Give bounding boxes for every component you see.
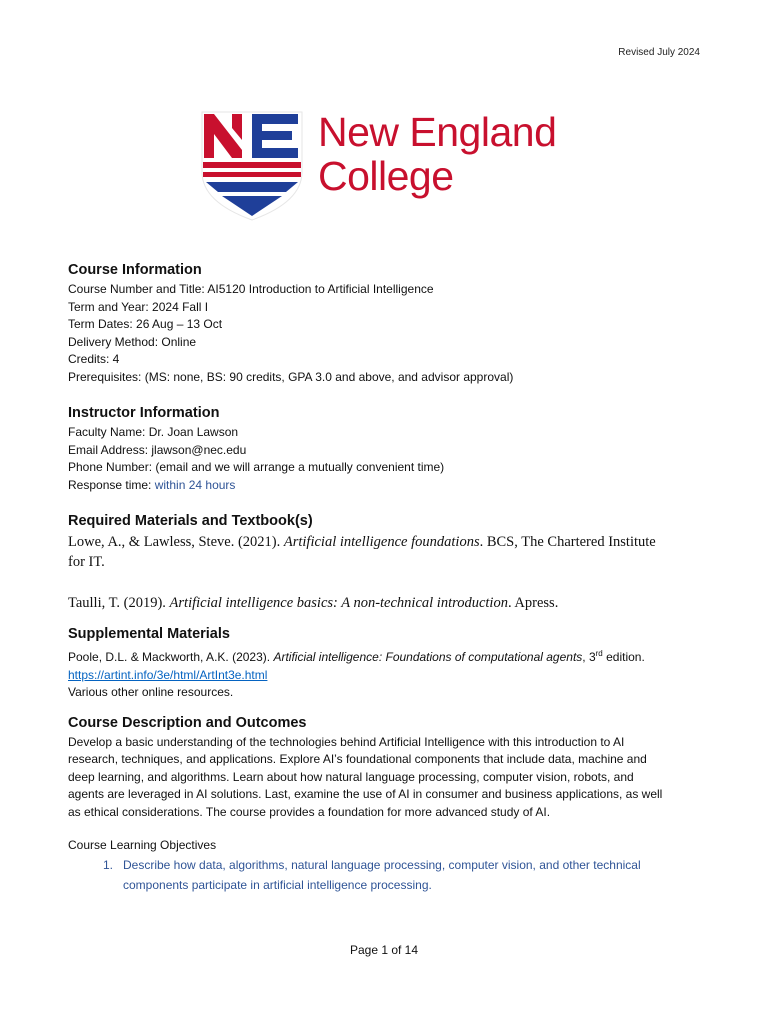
document-body xyxy=(68,261,708,895)
course-number-title: Course Number and Title: AI5120 Introduction to Artificial Intelligence xyxy=(68,282,434,296)
section-heading: Required Materials and Textbook(s) xyxy=(68,513,313,529)
response-time-label: Response time: xyxy=(68,477,152,492)
list-item xyxy=(68,855,708,895)
objective-number: 1. xyxy=(102,857,113,872)
term-year: Term and Year: 2024 Fall I xyxy=(68,299,209,314)
credits: Credits: 4 xyxy=(68,352,120,366)
section-heading: Course Information xyxy=(68,262,202,278)
response-time-value: within 24 hours xyxy=(154,477,236,492)
description-line: as ethical considerations. The course provides a foundation for more advanced study of AI. xyxy=(68,804,551,819)
description-line: agents are leveraged in AI solutions. Last, examine the use of AI in consumer and business applications, as well xyxy=(68,787,663,801)
phone-number: Phone Number: (email and we will arrange a mutually convenient time) xyxy=(68,460,445,474)
email-address: Email Address: jlawson@nec.edu xyxy=(68,442,247,457)
objectives-list xyxy=(68,855,708,895)
page-number: Page 1 of 14 xyxy=(349,943,419,957)
objectives-label: Course Learning Objectives xyxy=(68,838,217,852)
response-time xyxy=(68,477,708,495)
college-name: New England College xyxy=(318,109,557,199)
revised-date: Revised July 2024 xyxy=(618,47,700,58)
term-dates: Term Dates: 26 Aug – 13 Oct xyxy=(68,317,223,331)
prerequisites: Prerequisites: (MS: none, BS: 90 credits, GPA 3.0 and above, and advisor approval) xyxy=(68,369,514,384)
objective-text: Describe how data, algorithms, natural language processing, computer vision, and other technical xyxy=(123,857,641,872)
supplemental-reference: Poole, D.L. & Mackworth, A.K. (2023). Artificial intelligence: Foundations of computational agents, 3rd edition. xyxy=(68,649,645,664)
required-reference-2: Taulli, T. (2019). Artificial intelligence basics: A non-technical introduction. Apress. xyxy=(68,595,559,611)
delivery-method: Delivery Method: Online xyxy=(68,334,197,349)
instructor-information-section xyxy=(68,404,708,494)
description-line: Develop a basic understanding of the technologies behind Artificial Intelligence with this introduction to AI xyxy=(68,734,625,749)
section-heading: Course Description and Outcomes xyxy=(68,714,307,731)
other-resources: Various other online resources. xyxy=(68,685,234,699)
artint-link[interactable]: https://artint.info/3e/html/ArtInt3e.html xyxy=(68,667,268,682)
college-logo xyxy=(200,110,580,225)
shield-logo-icon xyxy=(200,110,304,222)
supplemental-materials-section xyxy=(68,625,708,702)
course-description-section xyxy=(68,714,708,895)
required-reference-1: Lowe, A., & Lawless, Steve. (2021). Artificial intelligence foundations. BCS, The Chartered Institute for IT. xyxy=(68,534,656,570)
required-materials-section xyxy=(68,512,708,613)
faculty-name: Faculty Name: Dr. Joan Lawson xyxy=(68,425,239,439)
description-line: research, techniques, and applications. Explore AI’s foundational components that include data, machine and xyxy=(68,752,647,766)
objective-text: components participate in artificial intelligence processing. xyxy=(123,877,432,892)
description-line: deep learning, and algorithms. Learn about how natural language processing, computer vision, robots, and xyxy=(68,769,634,784)
section-heading: Supplemental Materials xyxy=(68,626,230,642)
course-information-section xyxy=(68,261,708,386)
section-heading: Instructor Information xyxy=(68,405,220,421)
